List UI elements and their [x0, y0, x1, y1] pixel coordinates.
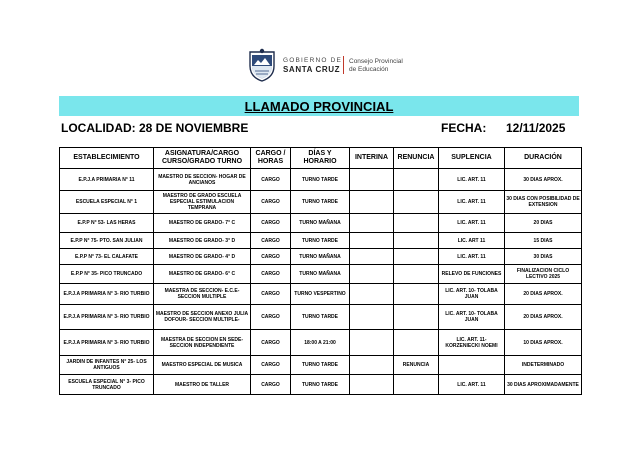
- col-header-interina: INTERINA: [350, 148, 394, 169]
- cell-asignatura: MAESTRO DE TALLER: [154, 375, 251, 395]
- table-row: [60, 249, 582, 265]
- table-row: [60, 305, 582, 330]
- cell-horario: TURNO TARDE: [291, 169, 350, 191]
- cell-horario: TURNO MAÑANA: [291, 249, 350, 265]
- date-value: 12/11/2025: [506, 121, 566, 135]
- col-header-renuncia: RENUNCIA: [394, 148, 439, 169]
- col-header-cargo-horas: CARGO / HORAS: [251, 148, 291, 169]
- cell-establecimiento: E.P.J.A PRIMARIA N° 3- RIO TURBIO: [60, 284, 154, 305]
- cell-asignatura: MAESTRO DE SECCION ANEXO JULIA DOFOUR- SECCION MULTIPLE-: [154, 305, 251, 330]
- cell-horario: TURNO TARDE: [291, 375, 350, 395]
- cell-renuncia: [394, 169, 439, 191]
- cell-establecimiento: ESCUELA ESPECIAL N° 1: [60, 191, 154, 214]
- cell-duracion: 10 DIAS APROX.: [505, 330, 582, 356]
- cell-renuncia: [394, 214, 439, 233]
- cell-establecimiento: E.P.P N° 35- PICO TRUNCADO: [60, 265, 154, 284]
- government-label: GOBIERNO DE: [283, 57, 343, 64]
- cell-interina: [350, 284, 394, 305]
- cell-asignatura: MAESTRO DE GRADO- 7° C: [154, 214, 251, 233]
- cell-establecimiento: E.P.J.A PRIMARIA N° 3- RIO TURBIO: [60, 305, 154, 330]
- cell-duracion: 20 DIAS APROX.: [505, 284, 582, 305]
- cell-horario: 18:00 A 21:00: [291, 330, 350, 356]
- cell-asignatura: MAESTRO DE SECCION- HOGAR DE ANCIANOS: [154, 169, 251, 191]
- cell-cargo: CARGO: [251, 265, 291, 284]
- locality-label: LOCALIDAD: 28 DE NOVIEMBRE: [61, 121, 249, 135]
- col-header-duracion: DURACIÓN: [505, 148, 582, 169]
- cell-interina: [350, 191, 394, 214]
- cell-renuncia: [394, 191, 439, 214]
- cell-cargo: CARGO: [251, 356, 291, 375]
- cell-horario: TURNO MAÑANA: [291, 265, 350, 284]
- cell-interina: [350, 330, 394, 356]
- table-row: [60, 169, 582, 191]
- cell-interina: [350, 249, 394, 265]
- council-line-2: de Educación: [349, 65, 389, 73]
- coat-of-arms-icon: [247, 48, 277, 82]
- cell-duracion: 30 DIAS CON POSIBILIDAD DE EXTENSION: [505, 191, 582, 214]
- cell-suplencia: RELEVO DE FUNCIONES: [439, 265, 505, 284]
- col-header-establecimiento: ESTABLECIMIENTO: [60, 148, 154, 169]
- cell-suplencia: LIC. ART. 11: [439, 249, 505, 265]
- cell-establecimiento: E.P.P N° 75- PTO. SAN JULIAN: [60, 233, 154, 249]
- title-banner: [59, 96, 579, 116]
- cell-suplencia: LIC. ART. 10- TOLABA JUAN: [439, 305, 505, 330]
- cell-renuncia: [394, 330, 439, 356]
- cell-suplencia: LIC. ART. 11: [439, 375, 505, 395]
- cell-renuncia: [394, 284, 439, 305]
- cell-cargo: CARGO: [251, 233, 291, 249]
- cell-duracion: 15 DIAS: [505, 233, 582, 249]
- table-row: [60, 233, 582, 249]
- table-row: [60, 265, 582, 284]
- cell-interina: [350, 375, 394, 395]
- cell-duracion: 20 DIAS: [505, 214, 582, 233]
- cell-horario: TURNO TARDE: [291, 233, 350, 249]
- council-label: [349, 58, 403, 73]
- cell-suplencia: [439, 356, 505, 375]
- council-line-1: Consejo Provincial: [349, 58, 403, 65]
- cell-establecimiento: JARDIN DE INFANTES N° 25- LOS ANTIGUOS: [60, 356, 154, 375]
- cell-cargo: CARGO: [251, 330, 291, 356]
- cell-horario: TURNO VESPERTINO: [291, 284, 350, 305]
- table-row: [60, 214, 582, 233]
- cell-horario: TURNO TARDE: [291, 191, 350, 214]
- date-label: FECHA:: [441, 121, 487, 135]
- cell-renuncia: [394, 233, 439, 249]
- cell-asignatura: MAESTRA DE SECCION- E.C.E- SECCION MULTIPLE: [154, 284, 251, 305]
- table-row: [60, 330, 582, 356]
- cell-suplencia: LIC. ART. 11: [439, 214, 505, 233]
- cell-cargo: CARGO: [251, 305, 291, 330]
- cell-asignatura: MAESTRO DE GRADO- 4° D: [154, 249, 251, 265]
- cell-duracion: INDETERMINADO: [505, 356, 582, 375]
- cell-interina: [350, 169, 394, 191]
- cell-cargo: CARGO: [251, 169, 291, 191]
- header: [0, 48, 640, 86]
- cell-duracion: 30 DIAS APROXIMADAMENTE: [505, 375, 582, 395]
- col-header-suplencia: SUPLENCIA: [439, 148, 505, 169]
- province-label: SANTA CRUZ: [283, 65, 341, 74]
- cell-renuncia: RENUNCIA: [394, 356, 439, 375]
- cell-suplencia: LIC. ART. 11: [439, 169, 505, 191]
- col-header-dias-horario: DÍAS Y HORARIO: [291, 148, 350, 169]
- cell-establecimiento: E.P.P N° 73- EL CALAFATE: [60, 249, 154, 265]
- cell-suplencia: LIC. ART. 10- TOLABA JUAN: [439, 284, 505, 305]
- cell-establecimiento: ESCUELA ESPECIAL N° 3- PICO TRUNCADO: [60, 375, 154, 395]
- vacancies-table: [59, 147, 582, 395]
- cell-suplencia: LIC. ART 11: [439, 233, 505, 249]
- cell-cargo: CARGO: [251, 375, 291, 395]
- cell-asignatura: MAESTRO DE GRADO- 3° D: [154, 233, 251, 249]
- cell-interina: [350, 265, 394, 284]
- cell-duracion: 20 DIAS APROX.: [505, 305, 582, 330]
- cell-renuncia: [394, 265, 439, 284]
- cell-duracion: 30 DIAS APROX.: [505, 169, 582, 191]
- cell-cargo: CARGO: [251, 249, 291, 265]
- table-row: [60, 284, 582, 305]
- cell-asignatura: MAESTRO DE GRADO- 6° C: [154, 265, 251, 284]
- cell-asignatura: MAESTRO ESPECIAL DE MUSICA: [154, 356, 251, 375]
- table-body: [60, 169, 582, 395]
- cell-establecimiento: E.P.J.A PRIMARIA N° 11: [60, 169, 154, 191]
- table-header-row: [60, 148, 582, 169]
- page-title: LLAMADO PROVINCIAL: [244, 98, 394, 114]
- cell-suplencia: LIC. ART. 11- KORZENIECKI NOEMI: [439, 330, 505, 356]
- cell-horario: TURNO TARDE: [291, 305, 350, 330]
- table-row: [60, 375, 582, 395]
- cell-cargo: CARGO: [251, 191, 291, 214]
- cell-interina: [350, 356, 394, 375]
- cell-renuncia: [394, 249, 439, 265]
- cell-establecimiento: E.P.P N° 53- LAS HERAS: [60, 214, 154, 233]
- cell-interina: [350, 214, 394, 233]
- cell-duracion: 30 DIAS: [505, 249, 582, 265]
- cell-duracion: FINALIZACION CICLO LECTIVO 2025: [505, 265, 582, 284]
- cell-renuncia: [394, 305, 439, 330]
- table-row: [60, 356, 582, 375]
- table-row: [60, 191, 582, 214]
- cell-cargo: CARGO: [251, 214, 291, 233]
- cell-cargo: CARGO: [251, 284, 291, 305]
- cell-asignatura: MAESTRO DE GRADO ESCUELA ESPECIAL ESTIMULACION TEMPRANA: [154, 191, 251, 214]
- cell-interina: [350, 305, 394, 330]
- cell-asignatura: MAESTRA DE SECCION EN SEDE- SECCION INDEPENDIENTE: [154, 330, 251, 356]
- cell-suplencia: LIC. ART. 11: [439, 191, 505, 214]
- header-divider: [343, 56, 344, 74]
- cell-renuncia: [394, 375, 439, 395]
- cell-interina: [350, 233, 394, 249]
- cell-establecimiento: E.P.J.A PRIMARIA N° 3- RIO TURBIO: [60, 330, 154, 356]
- cell-horario: TURNO TARDE: [291, 356, 350, 375]
- col-header-asignatura: ASIGNATURA/CARGO CURSO/GRADO TURNO: [154, 148, 251, 169]
- cell-horario: TURNO MAÑANA: [291, 214, 350, 233]
